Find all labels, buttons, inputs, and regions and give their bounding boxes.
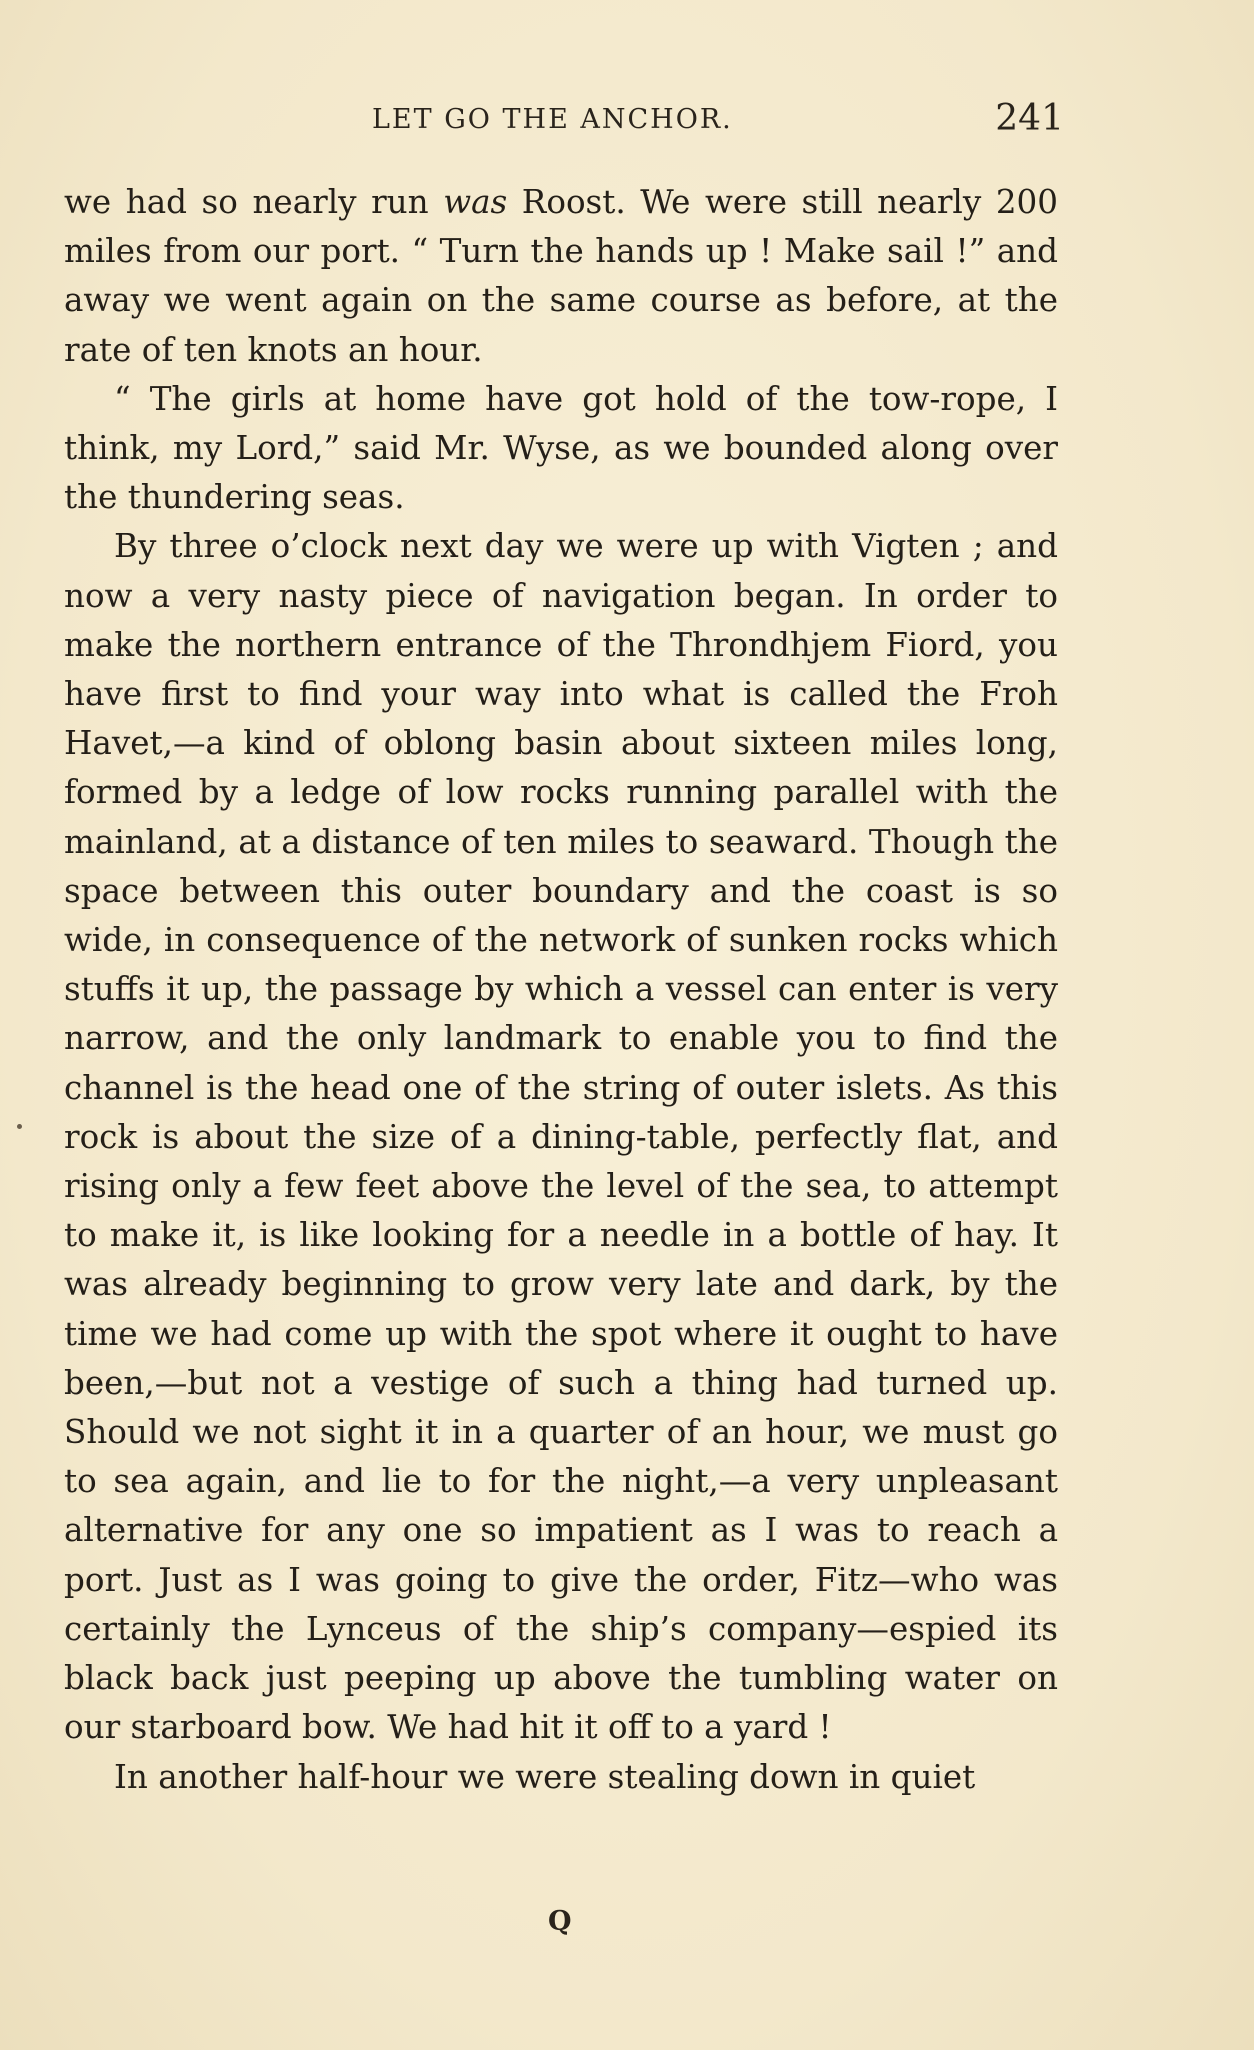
italic-text: was [443,183,508,221]
signature-mark: Q [548,1906,572,1937]
running-head: LET GO THE ANCHOR. [372,104,733,135]
page-header [64,98,1064,148]
paragraph [64,1753,1058,1802]
margin-mark [17,1124,22,1129]
text-run: we had so nearly run [64,183,444,221]
paragraph [64,375,1058,523]
text-run: In another half-hour we were stealing down in quiet [114,1757,976,1796]
paragraph [64,178,1058,375]
page-number: 241 [995,98,1064,139]
text-run: “ The girls at home have got hold of the tow-rope, I think, my Lord,” said Mr. Wyse, as we bounded along over the thundering seas. [64,379,1058,517]
text-run: By three o’clock next day we were up with Vigten ; and now a very nasty piece of navigation began. In order to make the northern entrance of the Throndhjem Fiord, you have first to find your way into what is called the Froh Havet,—a kind of oblong basin about sixteen miles long, formed by a ledge of low rocks running parallel with the mainland, at a distance of ten miles to seaward. Though the space between this outer boundary and the coast is so wide, in consequence of the network of sunken rocks which stuffs it up, the passage by which a vessel can enter is very narrow, and the only landmark to enable you to find the channel is the head one of the string of outer islets. As this rock is about the size of a dining-table, perfectly flat, and rising only a few feet above the level of the sea, to attempt to make it, is like looking for a needle in a bottle of hay. It was already beginning to grow very late and dark, by the time we had come up with the spot where it ought to have been,—but not a vestige of such a thing had turned up. Should we not sight it in a quarter of an hour, we must go to sea again, and lie to for the night,—a very unpleasant alternative for any one so impatient as I was to reach a port. Just as I was going to give the order, Fitz—who was certainly the Lynceus of the ship’s company—espied its black back just peeping up above the tumbling water on our starboard bow. We had hit it off to a yard ! [64,527,1058,1747]
text-run: Roost. We were still nearly 200 miles from our port. “ Turn the hands up ! Make sail !” and away we went again on the same course as before, at the rate of ten knots an hour. [64,183,1058,369]
body-text [64,178,1058,1802]
paragraph [64,522,1058,1752]
